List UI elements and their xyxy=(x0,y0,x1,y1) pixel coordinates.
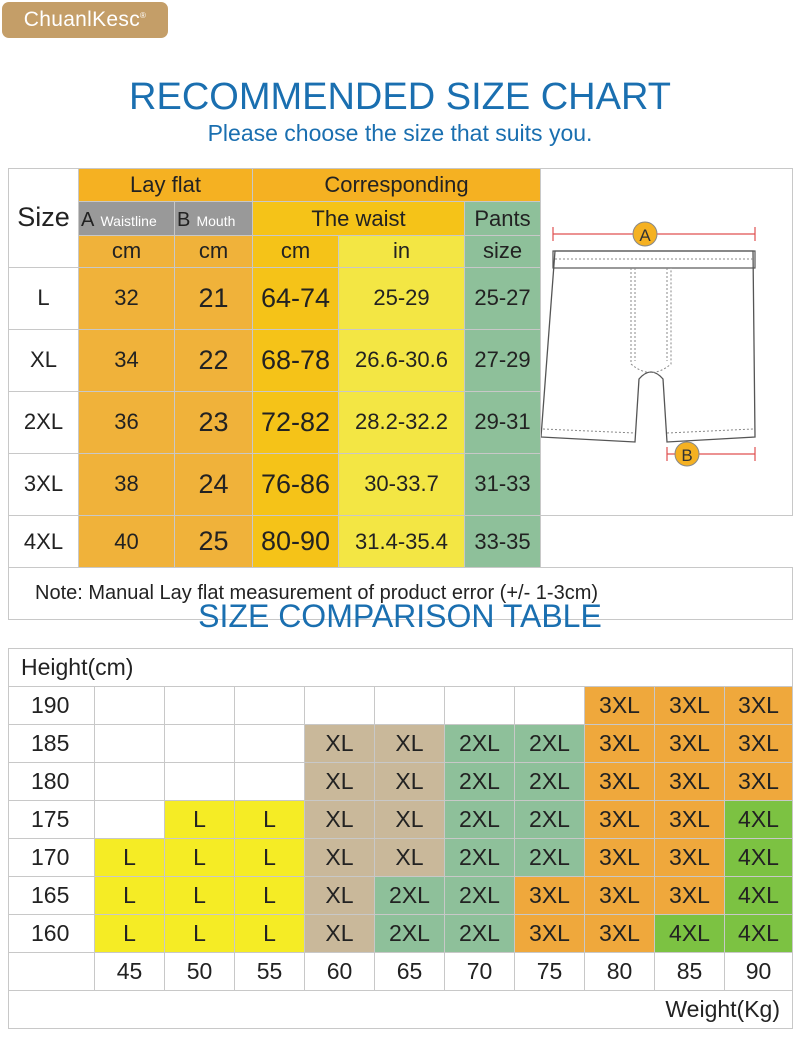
waistline-header xyxy=(79,202,175,235)
weight-axis-label: Weight(Kg) xyxy=(9,991,793,1029)
size-recommendation-cell xyxy=(165,687,235,725)
the-waist-header: The waist xyxy=(253,202,465,235)
height-value: 160 xyxy=(9,915,95,953)
size-recommendation-cell: 3XL xyxy=(655,725,725,763)
size-recommendation-cell: 3XL xyxy=(585,687,655,725)
weight-value: 65 xyxy=(375,953,445,991)
corresponding-header: Corresponding xyxy=(253,169,541,202)
size-recommendation-cell: L xyxy=(95,915,165,953)
height-value: 190 xyxy=(9,687,95,725)
size-cell: 3XL xyxy=(9,453,79,515)
size-recommendation-cell: 2XL xyxy=(515,801,585,839)
size-recommendation-cell: 3XL xyxy=(655,763,725,801)
size-recommendation-cell: 4XL xyxy=(725,801,793,839)
pants-size-value: 33-35 xyxy=(465,516,541,568)
waist-cm-value: 76-86 xyxy=(253,453,339,515)
waist-in-value: 25-29 xyxy=(339,267,465,329)
mouth-value: 23 xyxy=(175,391,253,453)
mouth-value: 22 xyxy=(175,329,253,391)
size-recommendation-cell: 3XL xyxy=(515,915,585,953)
unit-in-waist: in xyxy=(339,235,465,267)
size-recommendation-cell: 4XL xyxy=(725,877,793,915)
brand-name: ChuanlKesc xyxy=(23,8,141,31)
size-recommendation-cell xyxy=(515,687,585,725)
b-letter: B xyxy=(177,208,191,231)
unit-cm-b: cm xyxy=(175,235,253,267)
size-recommendation-cell: L xyxy=(95,839,165,877)
pants-size-value: 31-33 xyxy=(465,453,541,515)
size-recommendation-cell: XL xyxy=(375,725,445,763)
unit-cm-a: cm xyxy=(79,235,175,267)
height-axis-label: Height(cm) xyxy=(9,649,793,687)
weight-value: 90 xyxy=(725,953,793,991)
size-recommendation-cell: XL xyxy=(305,801,375,839)
size-header: Size xyxy=(9,169,79,268)
size-recommendation-cell xyxy=(235,763,305,801)
marker-a-label: A xyxy=(639,226,651,245)
size-recommendation-cell: 2XL xyxy=(375,877,445,915)
size-cell: L xyxy=(9,267,79,329)
size-recommendation-cell: 2XL xyxy=(445,839,515,877)
size-recommendation-cell: XL xyxy=(305,877,375,915)
size-recommendation-cell: L xyxy=(165,801,235,839)
registered-mark: ® xyxy=(140,11,147,20)
size-recommendation-cell: L xyxy=(235,915,305,953)
size-recommendation-cell: L xyxy=(165,877,235,915)
mouth-value: 25 xyxy=(175,516,253,568)
weight-value: 55 xyxy=(235,953,305,991)
size-recommendation-cell: 3XL xyxy=(725,725,793,763)
size-recommendation-cell xyxy=(375,687,445,725)
waistline-value: 32 xyxy=(79,267,175,329)
size-recommendation-cell: L xyxy=(95,877,165,915)
size-recommendation-cell: 2XL xyxy=(375,915,445,953)
mouth-value: 21 xyxy=(175,267,253,329)
size-recommendation-cell: 2XL xyxy=(515,763,585,801)
size-recommendation-cell: L xyxy=(165,839,235,877)
size-recommendation-cell: 3XL xyxy=(725,763,793,801)
size-recommendation-cell: 3XL xyxy=(655,877,725,915)
waist-cm-value: 72-82 xyxy=(253,391,339,453)
weight-corner xyxy=(9,953,95,991)
size-cell: XL xyxy=(9,329,79,391)
size-recommendation-cell xyxy=(95,725,165,763)
pants-size-value: 27-29 xyxy=(465,329,541,391)
size-recommendation-cell: 3XL xyxy=(585,839,655,877)
a-letter: A xyxy=(81,208,95,231)
size-recommendation-cell xyxy=(235,725,305,763)
waist-in-value: 26.6-30.6 xyxy=(339,329,465,391)
weight-value: 70 xyxy=(445,953,515,991)
weight-value: 75 xyxy=(515,953,585,991)
page-subtitle: Please choose the size that suits you. xyxy=(207,120,593,146)
weight-value: 50 xyxy=(165,953,235,991)
size-recommendation-cell: L xyxy=(165,915,235,953)
comparison-row xyxy=(9,801,793,839)
size-recommendation-cell: L xyxy=(235,839,305,877)
size-recommendation-cell: 2XL xyxy=(445,763,515,801)
size-recommendation-cell xyxy=(235,687,305,725)
size-recommendation-cell: 2XL xyxy=(445,801,515,839)
size-recommendation-cell xyxy=(165,725,235,763)
comparison-row xyxy=(9,687,793,725)
waistline-value: 40 xyxy=(79,516,175,568)
weight-row xyxy=(9,953,793,991)
size-recommendation-cell: 4XL xyxy=(655,915,725,953)
comparison-row xyxy=(9,763,793,801)
weight-value: 85 xyxy=(655,953,725,991)
size-comparison-table xyxy=(8,648,793,1029)
pants-size-value: 25-27 xyxy=(465,267,541,329)
size-cell: 2XL xyxy=(9,391,79,453)
waist-cm-value: 80-90 xyxy=(253,516,339,568)
size-recommendation-cell: XL xyxy=(305,915,375,953)
mouth-value: 24 xyxy=(175,453,253,515)
size-recommendation-cell: 2XL xyxy=(445,877,515,915)
waist-cm-value: 64-74 xyxy=(253,267,339,329)
size-recommendation-cell: XL xyxy=(375,801,445,839)
comparison-row xyxy=(9,725,793,763)
waist-in-value: 31.4-35.4 xyxy=(339,516,465,568)
waist-in-value: 28.2-32.2 xyxy=(339,391,465,453)
page-title: RECOMMENDED SIZE CHART xyxy=(129,76,671,118)
marker-b-label: B xyxy=(681,446,693,465)
waistline-value: 34 xyxy=(79,329,175,391)
comparison-title: SIZE COMPARISON TABLE xyxy=(198,598,602,634)
size-recommendation-cell xyxy=(95,763,165,801)
weight-value: 80 xyxy=(585,953,655,991)
size-recommendation-cell: XL xyxy=(305,725,375,763)
height-value: 180 xyxy=(9,763,95,801)
size-recommendation-cell: 2XL xyxy=(515,725,585,763)
size-recommendation-cell: 4XL xyxy=(725,839,793,877)
comparison-row xyxy=(9,877,793,915)
height-value: 185 xyxy=(9,725,95,763)
waist-cm-value: 68-78 xyxy=(253,329,339,391)
size-recommendation-cell: 3XL xyxy=(585,725,655,763)
weight-value: 45 xyxy=(95,953,165,991)
mouth-header xyxy=(175,202,253,235)
size-cell: 4XL xyxy=(9,516,79,568)
unit-cm-waist: cm xyxy=(253,235,339,267)
size-recommendation-cell xyxy=(95,687,165,725)
size-recommendation-cell: 3XL xyxy=(585,915,655,953)
waistline-value: 36 xyxy=(79,391,175,453)
size-recommendation-cell: XL xyxy=(375,763,445,801)
lay-flat-header: Lay flat xyxy=(79,169,253,202)
measurement-note: Note: Manual Lay flat measurement of product error (+/- 1-3cm) xyxy=(9,568,793,620)
size-recommendation-cell: XL xyxy=(375,839,445,877)
size-recommendation-cell xyxy=(95,801,165,839)
size-recommendation-cell: XL xyxy=(305,839,375,877)
pants-header: Pants xyxy=(465,202,541,235)
comparison-row xyxy=(9,915,793,953)
size-recommendation-cell: XL xyxy=(305,763,375,801)
shorts-icon xyxy=(541,169,793,509)
waistline-value: 38 xyxy=(79,453,175,515)
size-recommendation-cell: 3XL xyxy=(725,687,793,725)
size-recommendation-cell: 3XL xyxy=(655,801,725,839)
height-value: 175 xyxy=(9,801,95,839)
size-recommendation-cell xyxy=(445,687,515,725)
size-recommendation-cell xyxy=(305,687,375,725)
size-recommendation-cell: 3XL xyxy=(655,839,725,877)
brand-logo xyxy=(2,2,168,38)
weight-value: 60 xyxy=(305,953,375,991)
waist-in-value: 30-33.7 xyxy=(339,453,465,515)
size-recommendation-cell: 3XL xyxy=(585,877,655,915)
size-recommendation-cell: L xyxy=(235,801,305,839)
size-recommendation-cell: 3XL xyxy=(585,801,655,839)
pants-size-value: 29-31 xyxy=(465,391,541,453)
size-recommendation-cell: 2XL xyxy=(515,839,585,877)
size-recommendation-cell: 4XL xyxy=(725,915,793,953)
shorts-diagram xyxy=(541,169,793,516)
height-value: 170 xyxy=(9,839,95,877)
height-value: 165 xyxy=(9,877,95,915)
waistline-label: Waistline xyxy=(100,212,157,229)
size-recommendation-cell: 3XL xyxy=(515,877,585,915)
unit-size-pants: size xyxy=(465,235,541,267)
size-recommendation-cell: L xyxy=(235,877,305,915)
size-chart-table xyxy=(8,168,793,620)
size-recommendation-cell: 2XL xyxy=(445,725,515,763)
size-recommendation-cell: 3XL xyxy=(585,763,655,801)
comparison-row xyxy=(9,839,793,877)
mouth-label: Mouth xyxy=(196,212,236,229)
size-recommendation-cell: 2XL xyxy=(445,915,515,953)
size-recommendation-cell: 3XL xyxy=(655,687,725,725)
size-recommendation-cell xyxy=(165,763,235,801)
